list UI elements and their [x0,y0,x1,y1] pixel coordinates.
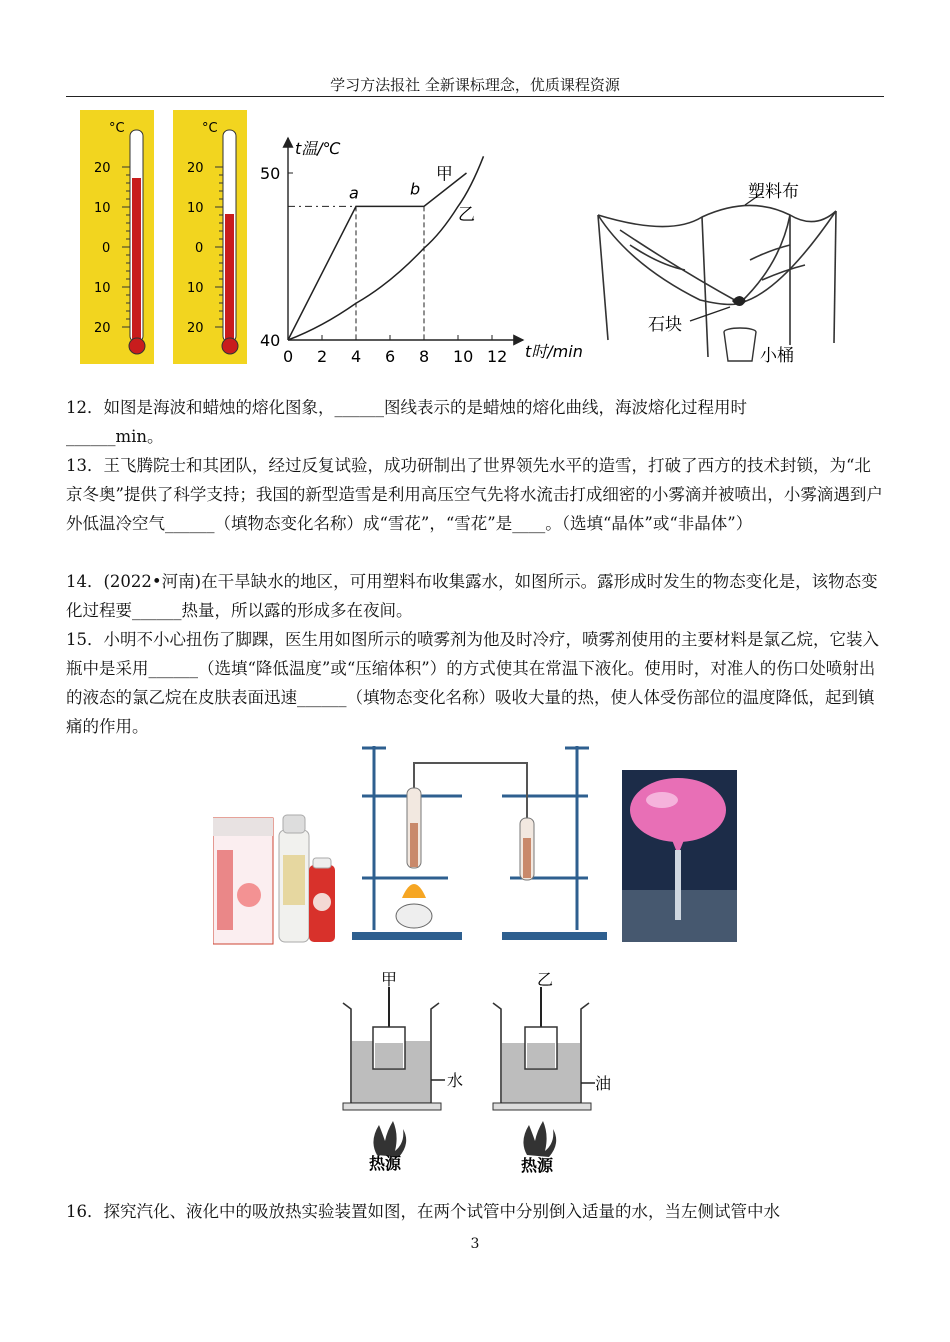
beaker-left-liquid-label: 水 [447,1071,464,1090]
spray-product-photo [213,810,338,945]
pole-left [598,215,608,340]
svg-text:10: 10 [187,201,204,216]
svg-text:0: 0 [102,241,111,256]
thermometer-left [80,110,154,364]
x-tick-label: 2 [317,347,328,366]
stone-label: 石块 [648,315,682,335]
x-tick-label: 0 [283,347,294,366]
q13-blank-2: ____ [512,514,546,533]
flame-right-icon [523,1121,556,1157]
page-header: 学习方法报社 全新课标理念，优质课程资源 [66,74,884,97]
x-tick-label: 4 [351,347,362,366]
beaker-left-heat-label: 热源 [369,1154,402,1173]
point-a-label: a [349,183,359,203]
x-tick-label: 8 [419,347,430,366]
balloon-photo [622,770,737,942]
y-tick-label: 50 [260,164,281,183]
beaker-right-liquid-label: 油 [595,1074,612,1093]
svg-text:20: 20 [187,161,204,176]
cloth-label: 塑料布 [748,182,799,202]
beaker-left-setup [343,970,463,1173]
melting-graph [255,130,600,370]
x-axis-label: t时/min [525,342,583,361]
beaker-right-top-label: 乙 [537,970,554,989]
q15-blank-2: ______ [297,688,347,707]
bucket-icon [724,328,756,361]
beaker-left-top-label: 甲 [381,970,398,989]
page-number: 3 [470,1236,480,1252]
beaker-heating-figure [335,965,635,1175]
cloth-edge [598,205,836,226]
bucket-label: 小桶 [760,346,794,366]
x-tick-label: 10 [453,347,474,366]
pole-mid-left [702,217,708,357]
question-14: 14．(2022•河南)在干旱缺水的地区，可用塑料布收集露水，如图所示。露形成时发生的物态变化是，该物态变化过程要______热量，所以露的形成多在夜间。 [66,572,878,620]
point-b-label: b [410,179,421,199]
question-12: 12．如图是海波和蜡烛的熔化图象，______图线表示的是蜡烛的熔化曲线，海波熔化过程用时 ______min。 [66,398,747,446]
series-jia-line [288,173,467,340]
svg-text:20: 20 [187,321,204,336]
x-tick-label: 12 [487,347,508,366]
vaporization-apparatus [352,738,607,943]
svg-text:10: 10 [94,201,111,216]
question-15: 15．小明不小心扭伤了脚踝，医生用如图所示的喷雾剂为他及时冷疗，喷雾剂使用的主要材料是氯乙烷，它装入瓶中是采用______（选填“降低温度”或“压缩体积”）的方式使其在常温下液化。使用时，对准人的伤口处喷射出的液态的氯乙烷在皮肤表面迅速______（填物态变化名称）吸收大量的热，使人体受伤部位的温度降低，起到镇痛的作用。 [66,630,879,736]
dew-collector-figure [590,175,850,373]
svg-text:°C: °C [109,121,125,136]
question-16: 16．探究汽化、液化中的吸放热实验装置如图，在两个试管中分别倒入适量的水，当左侧试管中水 [66,1202,780,1221]
q12-blank-2: ______ [66,427,116,446]
svg-text:°C: °C [202,121,218,136]
q14-blank-1: ______ [132,601,182,620]
flame-left-icon [373,1121,406,1157]
svg-text:20: 20 [94,321,111,336]
q15-blank-1: ______ [148,659,198,678]
y-tick-label: 40 [260,331,281,350]
beaker-right-setup [493,970,611,1175]
x-tick-label: 6 [385,347,396,366]
beaker-right-heat-label: 热源 [521,1156,554,1175]
y-axis-label: t温/℃ [295,139,341,158]
svg-text:10: 10 [94,281,111,296]
curve-yi-label: 乙 [458,204,475,225]
svg-text:20: 20 [94,161,111,176]
question-13: 13．王飞腾院士和其团队，经过反复试验，成功研制出了世界领先水平的造雪，打破了西方的技术封锁，为“北京冬奥”提供了科学支持；我国的新型造雪是利用高压空气先将水流击打成细密的小雾滴并被喷出，小雾滴遇到户外低温冷空气______（填物态变化名称）成“雪花”，“雪花”是____。（选填“晶体”或“非晶体”） [66,456,883,533]
series-yi-line [288,156,484,340]
svg-text:0: 0 [195,241,204,256]
thermometer-right [173,110,247,364]
thermometers-figure [80,110,280,366]
q12-blank-1: ______ [334,398,384,417]
curve-jia-label: 甲 [435,164,453,185]
svg-text:10: 10 [187,281,204,296]
q13-blank-1: ______ [165,514,215,533]
